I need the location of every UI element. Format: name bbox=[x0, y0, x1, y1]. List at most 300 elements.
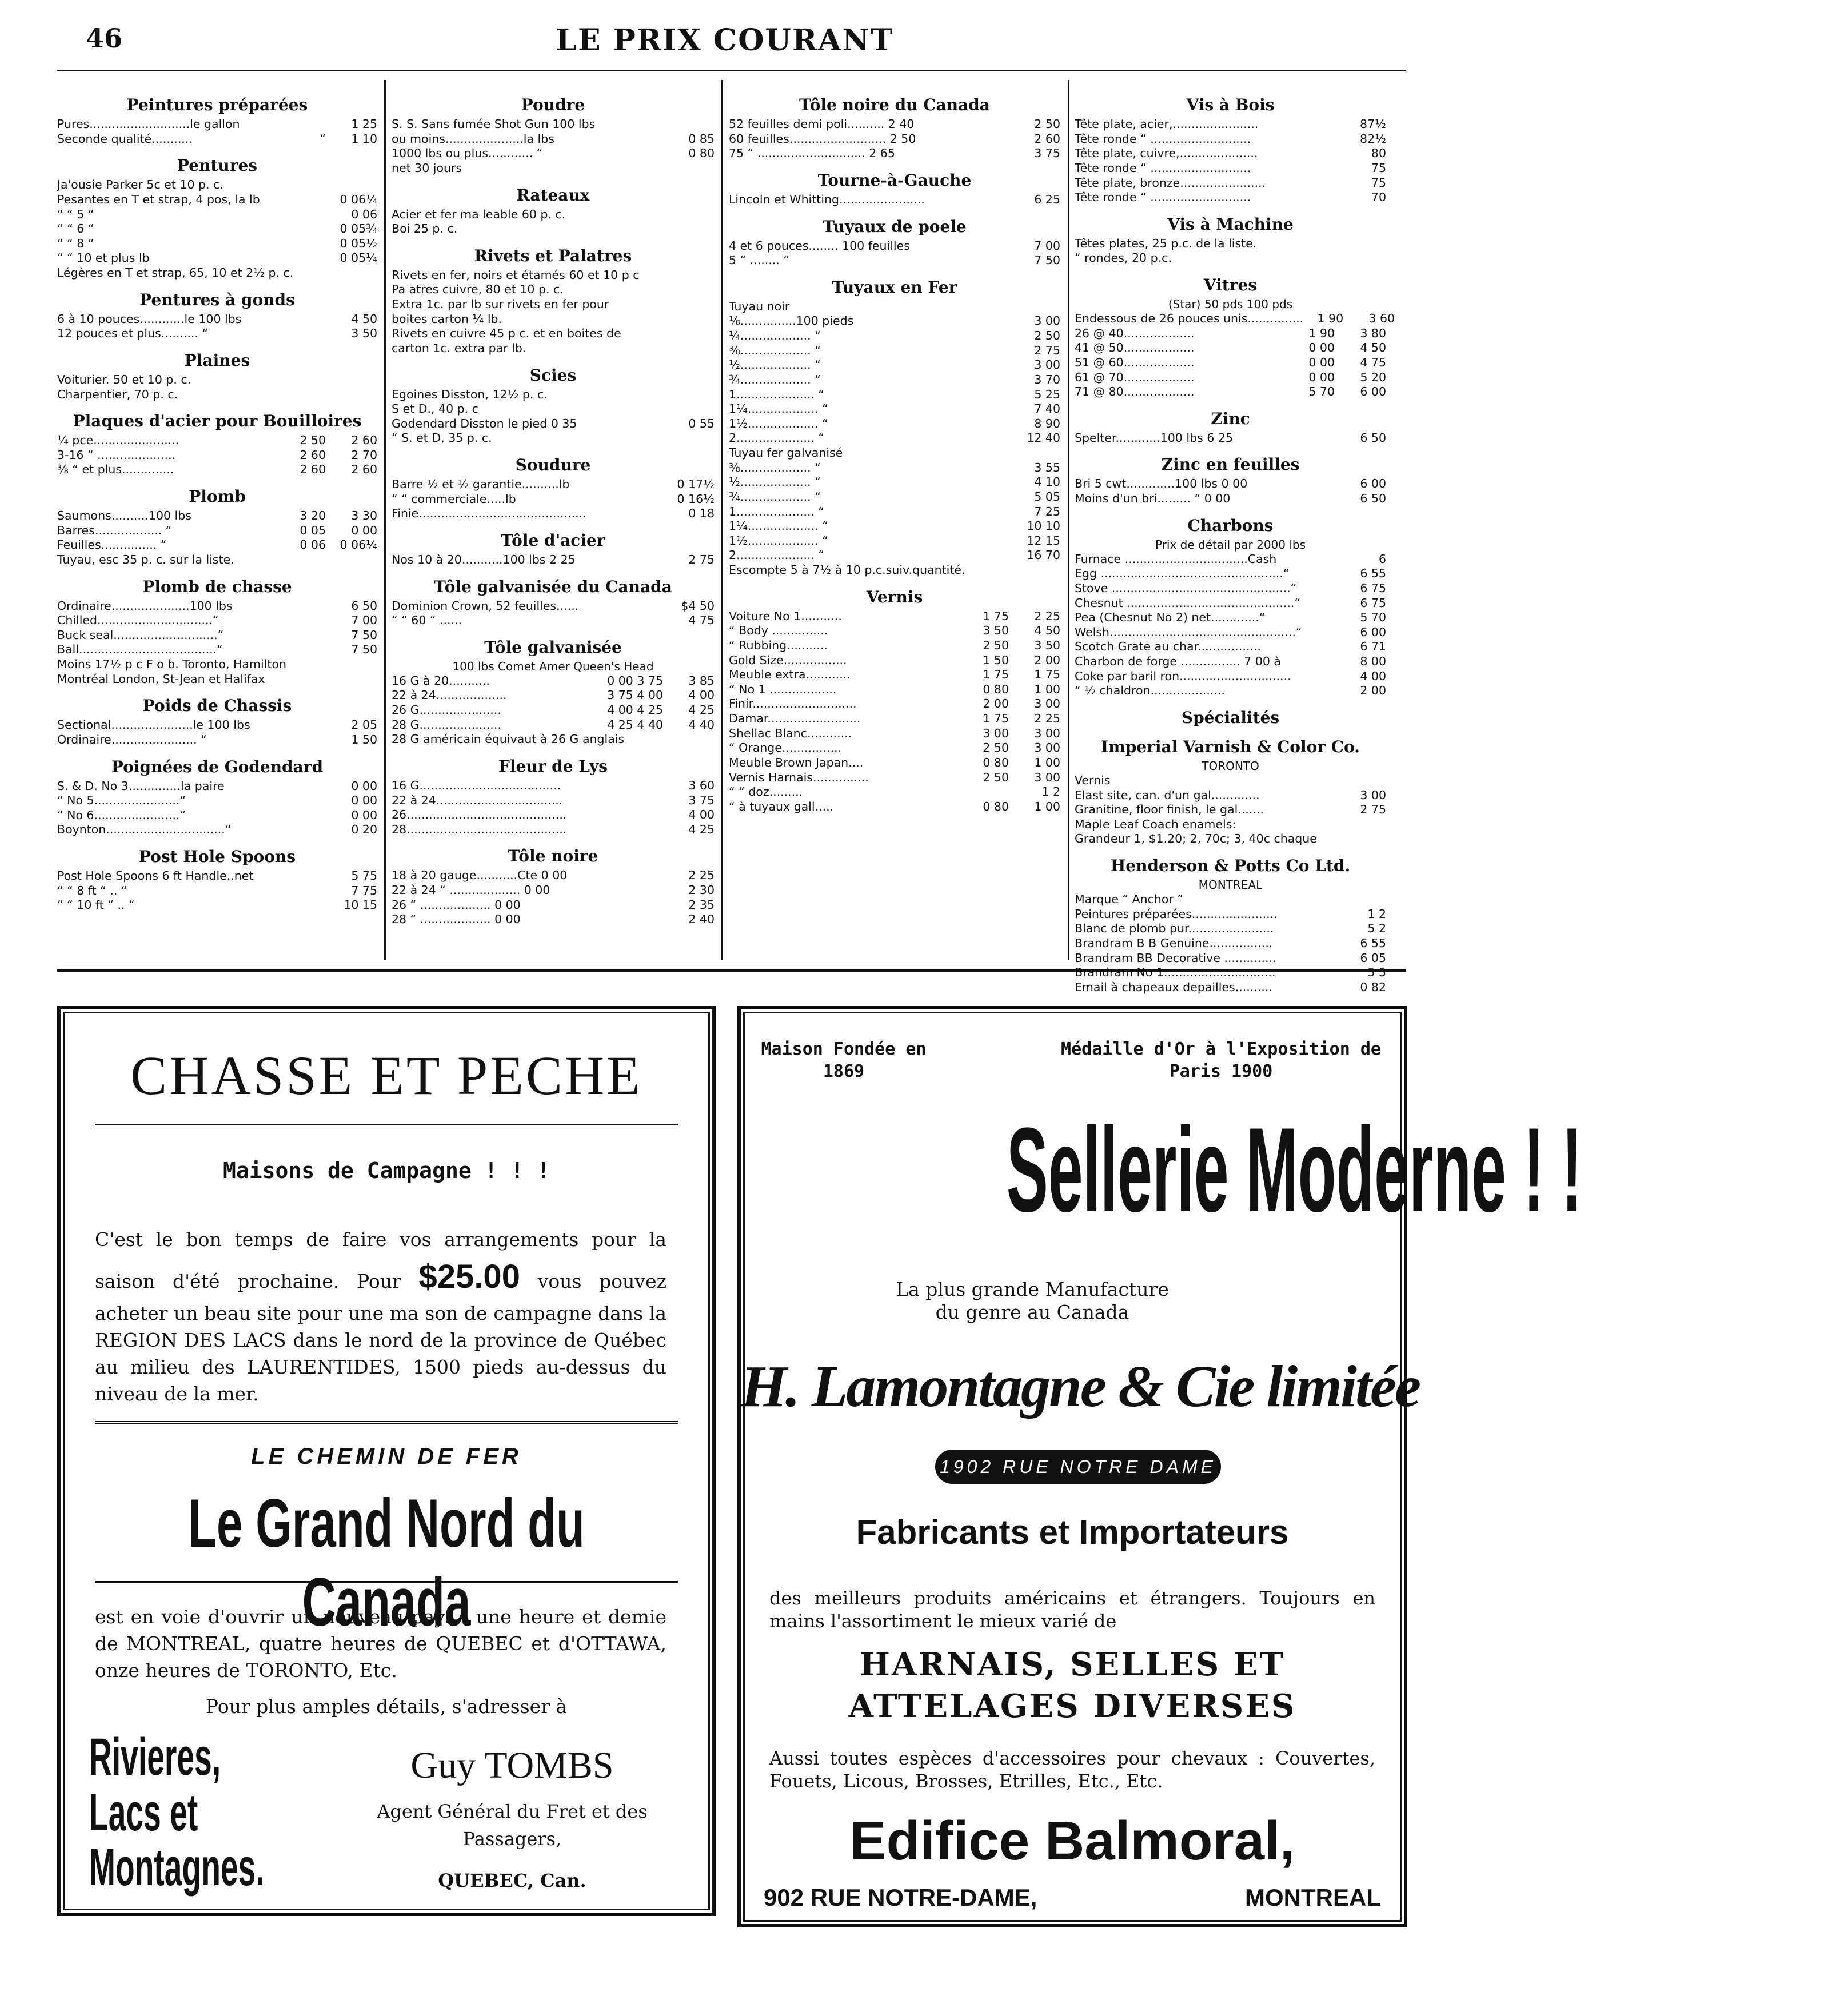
price-row bbox=[1075, 581, 1386, 596]
item-label: 12 pouces et plus.......... “ bbox=[57, 326, 209, 341]
price-row bbox=[392, 808, 715, 823]
price-value: 7 00 bbox=[1034, 238, 1060, 253]
price-section bbox=[57, 757, 377, 838]
sellerie-tagline: Fabricants et Importateurs bbox=[856, 1513, 1289, 1551]
agent-city: QUEBEC, Can. bbox=[438, 1870, 586, 1891]
price-section bbox=[1075, 737, 1386, 847]
price-value: 82½ bbox=[1360, 131, 1386, 146]
price-row bbox=[729, 785, 1060, 800]
price-row bbox=[1075, 610, 1386, 625]
price-section bbox=[57, 577, 377, 687]
section-heading: Soudure bbox=[515, 456, 591, 474]
section-heading: Tourne-à-Gauche bbox=[817, 170, 972, 190]
price-row bbox=[57, 553, 377, 568]
price-value-2: 0 00 bbox=[351, 523, 377, 537]
slogan-line-3: Montagnes. bbox=[89, 1838, 265, 1897]
section-heading: Scies bbox=[529, 365, 577, 385]
price-row bbox=[392, 312, 715, 327]
price-row bbox=[392, 779, 715, 793]
ad-rule bbox=[95, 1421, 678, 1424]
price-value: 0 00 bbox=[351, 793, 377, 808]
item-label: carton 1c. extra par lb. bbox=[392, 341, 526, 355]
price-value: 5 70 bbox=[1360, 610, 1386, 625]
section-heading: Spécialités bbox=[1181, 708, 1280, 727]
item-label: “ S. et D, 35 p. c. bbox=[392, 431, 492, 445]
item-label: Feuilles............... “ bbox=[57, 538, 167, 552]
section-heading: Vernis bbox=[866, 587, 923, 606]
item-label: ⅜................... “ bbox=[729, 460, 821, 474]
price-section bbox=[57, 411, 377, 477]
section-heading: Vitres bbox=[1203, 276, 1258, 294]
item-label: Tête plate, bronze....................... bbox=[1075, 175, 1266, 190]
price-value: 6 50 bbox=[1360, 430, 1386, 445]
item-label: Nos 10 à 20...........100 lbs 2 25 bbox=[392, 552, 576, 566]
slogan-line-2: Lacs et bbox=[89, 1783, 198, 1842]
price-row bbox=[1075, 654, 1386, 669]
price-row bbox=[729, 771, 1060, 785]
item-label: “ ½ chaldron.................... bbox=[1075, 684, 1225, 698]
price-section bbox=[729, 95, 1060, 161]
price-row bbox=[57, 132, 377, 147]
price-row bbox=[57, 524, 377, 538]
item-label: Meuble Brown Japan.... bbox=[729, 755, 864, 769]
price-row bbox=[1075, 773, 1386, 788]
price-row bbox=[1075, 640, 1386, 654]
item-label: Charpentier, 70 p. c. bbox=[57, 387, 178, 401]
price-row bbox=[392, 883, 715, 898]
item-label: Rivets en fer, noirs et étamés 60 et 10 p c bbox=[392, 268, 640, 282]
price-value: 4 50 bbox=[351, 312, 377, 326]
price-row bbox=[729, 668, 1060, 682]
item-label: Ja'ousie Parker 5c et 10 p. c. bbox=[57, 178, 223, 192]
price-value: 2 60 bbox=[300, 448, 326, 462]
price-row bbox=[729, 314, 1060, 329]
price-value: 0 05¼ bbox=[340, 251, 377, 265]
price-row bbox=[1075, 492, 1386, 506]
price-row bbox=[57, 808, 377, 823]
price-value: 6 75 bbox=[1360, 581, 1386, 595]
price-row bbox=[57, 599, 377, 614]
price-value: 3 00 bbox=[1360, 788, 1386, 802]
item-label: Coke par baril ron.............................. bbox=[1075, 669, 1291, 683]
item-label: Lincoln et Whitting....................... bbox=[729, 192, 925, 206]
price-value: 3 00 bbox=[1034, 358, 1060, 372]
price-row bbox=[1075, 936, 1386, 951]
price-value: 3 00 bbox=[983, 726, 1009, 740]
item-label: Pa atres cuivre, 80 et 10 p. c. bbox=[392, 282, 564, 297]
price-value-2: 2 25 bbox=[1034, 712, 1060, 725]
agent-block bbox=[335, 1744, 689, 1891]
price-row bbox=[1075, 312, 1395, 326]
price-row bbox=[392, 477, 715, 492]
price-row bbox=[57, 884, 377, 899]
price-value: 2 00 bbox=[983, 697, 1009, 711]
rail-paragraph: est en voie d'ouvrir un nouveau pays : une heure et demie de MONTREAL, quatre heures de QUEBEC et d'OTTAWA, onze heures de TORONTO, Etc. bbox=[95, 1606, 666, 1682]
sellerie-subheadline: La plus grande Manufacture du genre au Canada bbox=[896, 1278, 1169, 1323]
price-value: 2 05 bbox=[351, 718, 377, 732]
price-row bbox=[729, 253, 1060, 268]
price-row bbox=[57, 869, 377, 884]
item-label: Ordinaire.....................100 lbs bbox=[57, 598, 233, 613]
price-row bbox=[729, 431, 1060, 446]
price-row bbox=[729, 609, 1060, 624]
item-label: 1½................... “ bbox=[729, 416, 828, 430]
price-value: 2 75 bbox=[1360, 803, 1386, 817]
founded-note: Maison Fondée en 1869 bbox=[761, 1039, 927, 1081]
item-label: 1½................... “ bbox=[729, 533, 828, 548]
item-label: S. S. Sans fumée Shot Gun 100 lbs bbox=[392, 117, 596, 131]
price-value-2: 4 50 bbox=[1034, 624, 1060, 638]
item-label: 28........................................... bbox=[392, 822, 567, 836]
section-heading: Post Hole Spoons bbox=[138, 847, 296, 866]
section-rule bbox=[57, 969, 1406, 972]
price-value: 0 05 bbox=[300, 523, 326, 537]
price-value: 5 25 bbox=[1034, 387, 1060, 401]
price-value: 0 00 bbox=[1308, 355, 1335, 369]
price-value-2: 4 00 bbox=[688, 688, 715, 702]
item-label: “ “ 5 “ bbox=[57, 207, 94, 221]
item-label: Damar......................... bbox=[729, 712, 861, 725]
price-row bbox=[392, 599, 715, 614]
price-value: 7 50 bbox=[1034, 253, 1060, 268]
item-label: ¾................... “ bbox=[729, 489, 821, 504]
price-value: 2 50 bbox=[983, 741, 1009, 755]
item-label: Ordinaire....................... “ bbox=[57, 732, 207, 746]
item-label: Scotch Grate au char................. bbox=[1075, 640, 1261, 654]
item-label: S et D., 40 p. c bbox=[392, 402, 478, 416]
item-label: 28 “ ................... 0 00 bbox=[392, 912, 521, 927]
section-heading: Zinc en feuilles bbox=[1161, 455, 1300, 474]
price-row bbox=[392, 823, 715, 837]
price-row bbox=[729, 388, 1060, 402]
section-heading: Rateaux bbox=[516, 185, 590, 205]
price-value: 8 00 bbox=[1360, 654, 1386, 668]
price-section bbox=[392, 95, 715, 176]
price-value: 2 40 bbox=[688, 912, 715, 927]
item-label: Têtes plates, 25 p.c. de la liste. bbox=[1075, 236, 1257, 250]
item-label: Pures...........................le gallon bbox=[57, 117, 240, 131]
street-address: 902 RUE NOTRE-DAME, bbox=[764, 1884, 1037, 1911]
price-row bbox=[1075, 951, 1386, 966]
item-label: ¼ pce....................... bbox=[57, 433, 179, 448]
item-label: “ “ 10 ft “ .. “ bbox=[57, 898, 135, 912]
item-label: “ à tuyaux gall..... bbox=[729, 799, 834, 813]
price-row bbox=[729, 461, 1060, 476]
section-subheading: (Star) 50 pds 100 pds bbox=[1168, 297, 1293, 311]
item-label: 28 G américain équivaut à 26 G anglais bbox=[392, 732, 625, 746]
item-label: ¼................... “ bbox=[729, 329, 821, 342]
price-value: 0 06¼ bbox=[340, 192, 377, 206]
item-label: Gold Size................. bbox=[729, 653, 847, 667]
item-label: Tuyau, esc 35 p. c. sur la liste. bbox=[57, 552, 234, 566]
price-row bbox=[1075, 596, 1386, 611]
price-row bbox=[57, 222, 377, 237]
item-label: “ No 1 .................. bbox=[729, 682, 837, 696]
item-label: Spelter............100 lbs 6 25 bbox=[1075, 430, 1233, 445]
contact-intro: Pour plus amples détails, s'adresser à bbox=[205, 1695, 568, 1718]
item-label: Elast site, can. d'un gal............. bbox=[1075, 788, 1260, 802]
price-section bbox=[57, 95, 377, 146]
price-row bbox=[729, 519, 1060, 534]
item-label: Brandram No 1.............................. bbox=[1075, 965, 1276, 980]
item-label: Stove ................................................“ bbox=[1075, 581, 1297, 595]
price-value: 2 35 bbox=[688, 897, 715, 912]
price-row bbox=[392, 326, 715, 341]
column-divider bbox=[1068, 80, 1069, 960]
price-value-2: 1 00 bbox=[1034, 755, 1060, 769]
price-section bbox=[57, 847, 377, 913]
price-value: 1 75 bbox=[983, 712, 1009, 725]
price-row bbox=[57, 266, 377, 281]
city-name: MONTREAL bbox=[1245, 1884, 1381, 1911]
price-value: 7 50 bbox=[351, 642, 377, 657]
ad-rule bbox=[95, 1581, 678, 1583]
price-section bbox=[392, 530, 715, 568]
item-label: Vernis Harnais............... bbox=[729, 770, 869, 784]
price-row bbox=[729, 741, 1060, 756]
item-label: “ “ doz......... bbox=[729, 785, 803, 799]
price-row bbox=[1075, 146, 1386, 161]
price-value: 0 00 bbox=[351, 808, 377, 822]
price-value-2: 6 00 bbox=[1360, 385, 1386, 399]
item-label: Pesantes en T et strap, 4 pos, la lb bbox=[57, 192, 260, 206]
price-row bbox=[57, 448, 377, 463]
price-row bbox=[1075, 251, 1386, 266]
price-row bbox=[729, 548, 1060, 563]
section-heading: Plomb de chasse bbox=[142, 577, 292, 596]
price-value: 0 80 bbox=[983, 799, 1009, 813]
price-column-3 bbox=[729, 86, 1060, 955]
price-section bbox=[392, 637, 715, 747]
price-row bbox=[729, 117, 1060, 132]
price-row bbox=[1075, 385, 1386, 400]
price-row bbox=[729, 329, 1060, 344]
price-value: 4 75 bbox=[688, 613, 715, 628]
price-row bbox=[57, 251, 377, 266]
item-label: Tête ronde “ ........................... bbox=[1075, 161, 1251, 175]
price-value: 0 06 bbox=[300, 538, 326, 552]
section-heading: Vis à Machine bbox=[1167, 214, 1294, 234]
section-heading: Plaques d'acier pour Bouilloires bbox=[73, 412, 362, 431]
price-row bbox=[1075, 431, 1386, 446]
price-value: 2 60 bbox=[300, 462, 326, 477]
price-row bbox=[729, 344, 1060, 358]
price-row bbox=[57, 326, 377, 341]
price-row bbox=[729, 475, 1060, 490]
price-section bbox=[57, 290, 377, 341]
price-row bbox=[57, 823, 377, 837]
price-section bbox=[392, 365, 715, 446]
price-value: 16 70 bbox=[1027, 548, 1060, 562]
item-label: Extra 1c. par lb sur rivets en fer pour bbox=[392, 297, 609, 311]
price-row bbox=[1075, 370, 1386, 385]
item-label: Tête ronde “ ........................... bbox=[1075, 131, 1251, 146]
item-label: 6 à 10 pouces............le 100 lbs bbox=[57, 312, 242, 326]
price-value: 4 25 4 40 bbox=[607, 717, 663, 732]
item-label: 4 et 6 pouces........ 100 feuilles bbox=[729, 238, 910, 253]
price-value: 87½ bbox=[1360, 117, 1386, 131]
price-value: 0 05½ bbox=[340, 236, 377, 250]
price-row bbox=[1075, 817, 1386, 832]
price-section bbox=[392, 846, 715, 927]
price-column-2 bbox=[392, 86, 715, 955]
section-heading: Charbons bbox=[1187, 516, 1274, 535]
price-value: 80 bbox=[1371, 146, 1386, 161]
item-label: S. & D. No 3..............la paire bbox=[57, 779, 225, 793]
item-label: Rivets en cuivre 45 p c. et en boites de bbox=[392, 326, 621, 341]
price-value: 6 55 bbox=[1360, 936, 1386, 950]
price-value: “ bbox=[320, 131, 326, 146]
price-value: 6 00 bbox=[1360, 625, 1386, 639]
ad-rule bbox=[95, 1124, 678, 1125]
price-row bbox=[57, 538, 377, 553]
item-label: Marque “ Anchor ” bbox=[1075, 892, 1183, 906]
price-row bbox=[1075, 132, 1386, 147]
price-value: 7 50 bbox=[351, 628, 377, 642]
item-label: Acier et fer ma leable 60 p. c. bbox=[392, 207, 566, 221]
sellerie-paragraph-2: Aussi toutes espèces d'accessoires pour chevaux : Couvertes, Fouets, Licous, Brosses, Etrilles, Etc., Etc. bbox=[769, 1747, 1375, 1792]
price-value: 1 50 bbox=[983, 653, 1009, 667]
item-label: Granitine, floor finish, le gal....... bbox=[1075, 803, 1264, 817]
price-row bbox=[1075, 326, 1386, 341]
section-heading: Henderson & Potts Co Ltd. bbox=[1110, 856, 1351, 875]
price-row bbox=[392, 222, 715, 237]
price-value: 70 bbox=[1371, 190, 1386, 205]
price-row bbox=[1075, 980, 1386, 995]
price-row bbox=[392, 146, 715, 161]
price-row bbox=[729, 726, 1060, 741]
price-value: 8 90 bbox=[1034, 416, 1060, 430]
products-line-2: ATTELAGES DIVERSES bbox=[848, 1687, 1296, 1725]
price-value: 2 75 bbox=[1034, 343, 1060, 357]
price-value: 1 90 bbox=[1308, 326, 1335, 340]
section-heading: Peintures préparées bbox=[126, 95, 308, 114]
item-label: Seconde qualité........... bbox=[57, 131, 193, 146]
price-row bbox=[729, 653, 1060, 668]
rail-name: Le Grand Nord du Canada bbox=[188, 1485, 585, 1640]
price-value: 0 00 3 75 bbox=[607, 673, 663, 688]
item-label: 22 à 24.................................. bbox=[392, 793, 563, 807]
price-row bbox=[1075, 907, 1386, 922]
item-label: 41 @ 50................... bbox=[1075, 341, 1195, 355]
price-value: 12 15 bbox=[1027, 533, 1060, 548]
item-label: 2..................... “ bbox=[729, 548, 825, 562]
price-value-2: 3 50 bbox=[1034, 638, 1060, 652]
price-value: 5 75 bbox=[351, 869, 377, 883]
item-label: Boynton................................“ bbox=[57, 823, 232, 837]
price-row bbox=[1075, 684, 1386, 698]
price-value: 2 50 bbox=[983, 638, 1009, 652]
ad-intro-paragraph bbox=[95, 1227, 666, 1408]
price-row bbox=[1075, 117, 1386, 132]
price-value-2: 4 75 bbox=[1360, 355, 1386, 369]
price-value: 5 70 bbox=[1308, 385, 1335, 399]
price-row bbox=[729, 800, 1060, 815]
price-value: 1 75 bbox=[983, 609, 1009, 623]
section-heading: Tuyaux de poele bbox=[823, 217, 967, 236]
price-row bbox=[57, 642, 377, 657]
section-heading: Tôle d'acier bbox=[501, 530, 605, 550]
products-line-1: HARNAIS, SELLES ET bbox=[859, 1646, 1286, 1683]
section-subheading: 100 lbs Comet Amer Queen's Head bbox=[452, 659, 654, 673]
item-label: 61 @ 70................... bbox=[1075, 370, 1195, 384]
price-row bbox=[729, 563, 1060, 578]
item-label: net 30 jours bbox=[392, 161, 462, 175]
section-heading: Poignées de Godendard bbox=[111, 757, 324, 776]
item-label: 26 “ ................... 0 00 bbox=[392, 897, 521, 912]
price-value-2: 4 50 bbox=[1360, 341, 1386, 355]
price-row bbox=[57, 178, 377, 193]
price-row bbox=[392, 912, 715, 927]
price-value-2: 3 00 bbox=[1034, 770, 1060, 784]
item-label: 26 @ 40................... bbox=[1075, 326, 1195, 340]
price-value: 6 bbox=[1378, 552, 1386, 566]
price-value: 0 00 bbox=[351, 779, 377, 793]
price-row bbox=[1075, 341, 1386, 356]
price-value: 6 75 bbox=[1360, 596, 1386, 610]
price-row bbox=[729, 373, 1060, 388]
price-row bbox=[729, 756, 1060, 771]
price-value: 6 05 bbox=[1360, 951, 1386, 965]
price-value: 2 75 bbox=[688, 552, 715, 566]
item-label: “ “ 10 et plus lb bbox=[57, 251, 150, 265]
page-title: LE PRIX COURANT bbox=[556, 23, 894, 58]
item-label: Pea (Chesnut No 2) net.............“ bbox=[1075, 610, 1266, 625]
price-value: 0 17½ bbox=[677, 477, 715, 491]
section-heading: Poids de Chassis bbox=[142, 696, 292, 716]
slogan-line-1: Rivieres, bbox=[89, 1728, 221, 1786]
price-row bbox=[57, 207, 377, 222]
item-label: Chesnut .............................................“ bbox=[1075, 596, 1300, 610]
price-row bbox=[1075, 625, 1386, 640]
ad-sellerie-moderne bbox=[737, 1006, 1583, 1927]
price-row bbox=[1075, 477, 1386, 492]
item-label: Moins 17½ p c F o b. Toronto, Hamilton bbox=[57, 657, 286, 671]
section-heading: Fleur de Lys bbox=[498, 756, 608, 776]
price-row bbox=[1075, 965, 1386, 980]
price-value: 1 50 bbox=[351, 732, 377, 746]
price-row bbox=[729, 402, 1060, 417]
price-value: 6 50 bbox=[1360, 492, 1386, 505]
price-row bbox=[729, 682, 1060, 697]
price-value: 1 25 bbox=[351, 117, 377, 131]
item-label: “ No 5.......................“ bbox=[57, 793, 186, 808]
item-label: Légères en T et strap, 65, 10 et 2½ p. c. bbox=[57, 266, 294, 280]
price-value: 4 00 bbox=[688, 808, 715, 822]
item-label: Tuyau fer galvanisé bbox=[729, 446, 843, 460]
item-label: Montréal London, St-Jean et Halifax bbox=[57, 672, 265, 686]
price-value-2: 1 75 bbox=[1034, 668, 1060, 682]
price-row bbox=[392, 718, 715, 733]
price-row bbox=[392, 674, 715, 689]
price-row bbox=[57, 193, 377, 207]
price-value: 1 2 bbox=[1041, 785, 1060, 799]
price-value: 7 40 bbox=[1034, 402, 1060, 416]
item-label: Shellac Blanc............ bbox=[729, 726, 852, 740]
price-value: 2 30 bbox=[688, 883, 715, 897]
price-row bbox=[729, 534, 1060, 549]
section-heading: Imperial Varnish & Color Co. bbox=[1101, 737, 1360, 756]
price-section bbox=[392, 577, 715, 628]
price-value: 2 50 bbox=[1034, 329, 1060, 342]
item-label: Boi 25 p. c. bbox=[392, 222, 458, 236]
section-heading: Zinc bbox=[1211, 409, 1250, 428]
price-row bbox=[1075, 190, 1386, 205]
item-label: 1..................... “ bbox=[729, 504, 825, 518]
price-value: 3 00 bbox=[1034, 314, 1060, 328]
price-value-2: 2 00 bbox=[1034, 653, 1060, 667]
price-value: 0 80 bbox=[983, 682, 1009, 696]
